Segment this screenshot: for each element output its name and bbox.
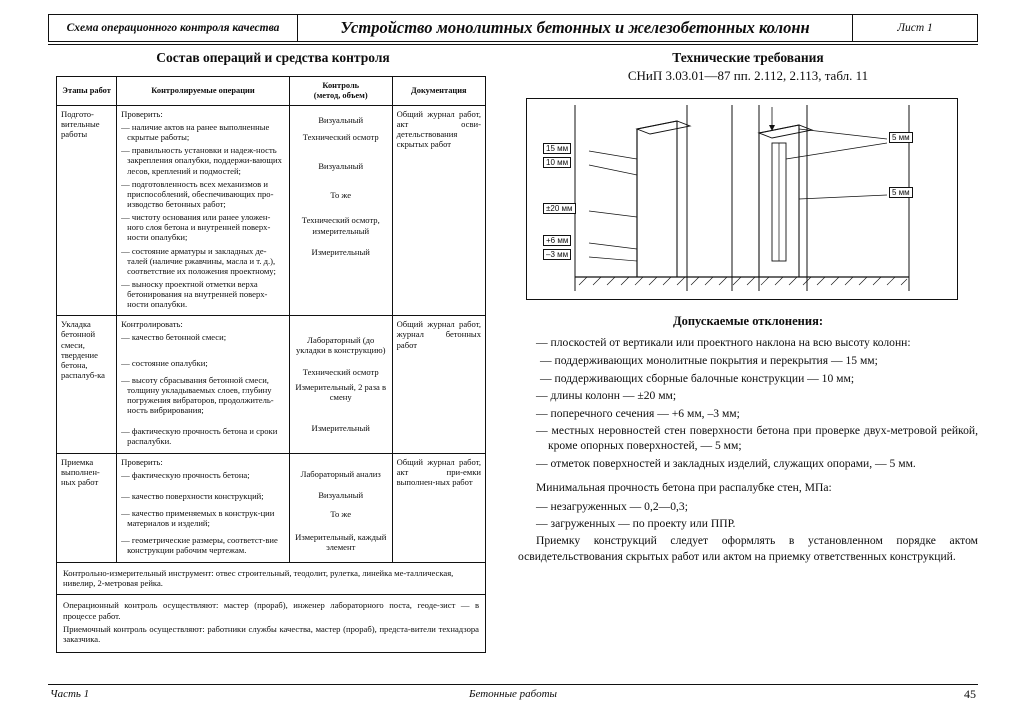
op-item: — подготовленность всех механизмов и приспособлений, обеспечивающих про-изводство бетонных работ; (121, 178, 274, 209)
control-item: Измерительный, каждый элемент (295, 532, 387, 553)
figure-drawing (527, 99, 955, 297)
op-item: — качество бетонной смеси; (121, 332, 227, 343)
cell-documentation: Общий журнал работ, акт при-емки выполнен-ных работ (392, 453, 485, 562)
op-item: — правильность установки и надеж-ность закрепления опалубки, поддержи-вающих лесов, креплений и подмостей; (121, 145, 282, 176)
op-item: — геометрические размеры, соответст-вие конструкции рабочим чертежам. (121, 535, 278, 556)
control-item: То же (330, 190, 352, 201)
figure-label-top-right: 5 мм (889, 132, 913, 143)
right-column-title: Технические требования (672, 50, 824, 65)
strength-item-loaded: — загруженных — по проекту или ППР. (536, 517, 736, 531)
figure-label-15mm: 15 мм (543, 143, 571, 154)
op-item: — состояние опалубки; (121, 357, 208, 368)
footer-rule (48, 684, 978, 685)
footer-section: Бетонные работы (469, 688, 557, 700)
acceptance-paragraph: Приемку конструкций следует оформлять в установленном порядке актом освидетельствования скрытых работ или актом на приемку ответственных конструкций. (518, 534, 978, 563)
th-control-line2: (метод, объем) (313, 90, 368, 100)
operational-control-note: Операционный контроль осуществляют: мастер (прораб), инженер лабораторного поста, геоде-зист — в процессе работ. (63, 600, 479, 621)
deviation-item-unevenness: — местных неровностей стен поверхности бетона при проверке двух-метровой рейкой, кроме опорных поверхностей, — 5 мм; (536, 424, 978, 453)
deviation-item-marks: — отметок поверхностей и закладных изделий, служащих опорами, — 5 мм. (536, 456, 916, 470)
header-rule (48, 44, 978, 45)
page-header (48, 14, 978, 42)
op-item: — наличие актов на ранее выполненные скрытые работы; (121, 121, 270, 143)
header-sheet-number: Лист 1 (897, 22, 933, 34)
deviation-item-monolithic: — поддерживающих монолитные покрытия и перекрытия — 15 мм; (540, 354, 878, 368)
quality-control-table (56, 76, 486, 653)
op-item: — качество поверхности конструкций; (121, 490, 264, 501)
cell-stage: Укладка бетонной смеси, твердение бетона, распалуб-ка (57, 316, 117, 453)
right-column (518, 48, 978, 567)
table-row (57, 453, 486, 562)
footer-part: Часть 1 (50, 688, 90, 700)
right-column-subtitle: СНиП 3.03.01—87 пп. 2.112, 2.113, табл. 11 (627, 68, 869, 83)
control-item: Визуальный (318, 489, 364, 500)
strength-item-unloaded: — незагруженных — 0,2—0,3; (536, 499, 688, 513)
table-row (57, 316, 486, 453)
deviation-item-precast: — поддерживающих сборные балочные конструкции — 10 мм; (540, 371, 855, 385)
deviation-item-section: — поперечного сечения — +6 мм, –3 мм; (536, 406, 740, 420)
op-item: — выноску проектной отметки верха бетонирования на внутренней поверх-ности опалубки. (121, 278, 268, 310)
th-operations: Контролируемые операции (117, 77, 290, 106)
control-item: Визуальный (318, 114, 364, 125)
figure-label-mid-right: 5 мм (889, 187, 913, 198)
page-footer (48, 684, 978, 704)
op-title: Проверить: (121, 456, 163, 467)
cell-stage: Подгото-вительные работы (57, 105, 117, 316)
th-control-line1: Контроль (322, 81, 360, 90)
cell-documentation: Общий журнал работ, акт осви-детельствования скрытых работ (392, 105, 485, 316)
table-header-row (57, 77, 486, 106)
strength-title: Минимальная прочность бетона при распалубке стен, МПа: (536, 481, 832, 495)
op-item: — состояние арматуры и закладных де-талей (наличие ржавчины, масла и т. д.), соответствие их положения проектному; (121, 245, 276, 276)
op-item: — чистоту основания или ранее уложен-ного слоя бетона и внутренней поверх-ности опалубки; (121, 212, 271, 243)
th-documentation: Документация (392, 77, 485, 106)
control-item: Технический осмотр, измерительный (301, 215, 380, 236)
left-column-title: Состав операций и средства контроля (156, 50, 390, 65)
header-left-title: Схема операционного контроля качества (49, 15, 298, 41)
op-title: Проверить: (121, 108, 163, 119)
figure-label-10mm: 10 мм (543, 157, 571, 168)
column-tolerance-figure (526, 98, 958, 300)
table-footer-row (57, 562, 486, 594)
cell-control (289, 105, 392, 316)
acceptance-control-note: Приемочный контроль осуществляют: работники службы качества, мастер (прораб), предста-вители технадзора заказчика. (63, 623, 479, 645)
control-item: Технический осмотр (302, 366, 379, 377)
op-title: Контролировать: (121, 319, 183, 330)
cell-operations (117, 453, 290, 562)
deviations-title: Допускаемые отклонения: (673, 314, 823, 328)
control-item: Лабораторный (до укладки в конструкцию) (295, 335, 386, 356)
th-control (289, 77, 392, 106)
footer-page-number: 45 (964, 687, 976, 701)
document-page (48, 14, 978, 714)
cell-stage: Приемка выполнен-ных работ (57, 453, 117, 562)
left-column (48, 48, 498, 653)
deviation-item-planes: — плоскостей от вертикали или проектного наклона на всю высоту колонн: (536, 336, 911, 349)
cell-operations (117, 316, 290, 453)
th-stage: Этапы работ (57, 77, 117, 106)
control-responsible-note (57, 595, 486, 653)
op-item: — высоту сбрасывания бетонной смеси, толщину укладываемых слоев, глубину погружения вибраторов, продолжитель-ность вибрирования; (121, 374, 274, 416)
cell-operations (117, 105, 290, 316)
control-item: Лабораторный анализ (300, 468, 381, 479)
cell-control (289, 453, 392, 562)
figure-label-20mm: ±20 мм (543, 203, 576, 214)
control-item: Визуальный (318, 161, 364, 172)
op-item: — фактическую прочность бетона; (121, 469, 250, 480)
control-item: Измерительный (311, 423, 370, 434)
control-item: Технический осмотр (302, 131, 379, 142)
table-row (57, 105, 486, 316)
cell-documentation: Общий журнал работ, журнал бетонных работ (392, 316, 485, 453)
op-item: — фактическую прочность бетона и сроки распалубки. (121, 426, 278, 447)
control-item: Измерительный (311, 246, 370, 257)
control-item: То же (330, 508, 352, 519)
op-item: — качество применяемых в конструк-ции материалов и изделий; (121, 508, 275, 529)
control-item: Измерительный, 2 раза в смену (295, 381, 387, 402)
instruments-note: Контрольно-измерительный инструмент: отвес строительный, теодолит, рулетка, линейка ме-таллическая, нивелир, 2-метровая рейка. (57, 562, 486, 594)
header-main-title: Устройство монолитных бетонных и железобетонных колонн (298, 15, 853, 41)
figure-label-plus6mm: +6 мм (543, 235, 571, 246)
cell-control (289, 316, 392, 453)
figure-label-minus3mm: –3 мм (543, 249, 571, 260)
deviation-item-length: — длины колонн — ±20 мм; (536, 389, 677, 403)
table-footer-row (57, 595, 486, 653)
